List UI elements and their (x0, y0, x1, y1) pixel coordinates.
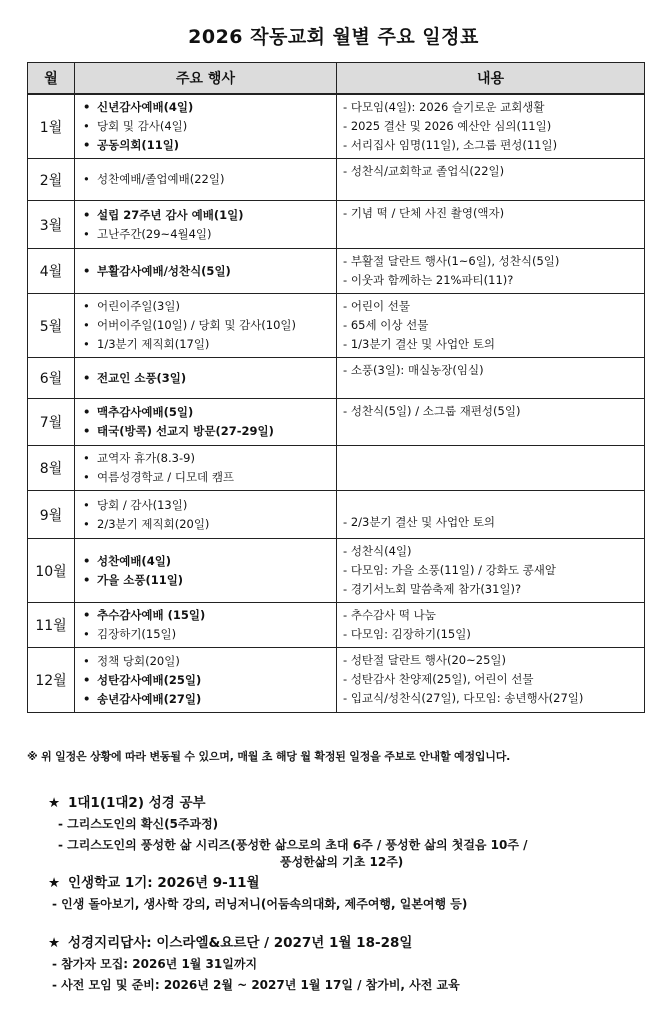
section-life-school-heading (48, 871, 260, 891)
events-cell (75, 249, 337, 294)
table-row (28, 159, 645, 201)
event-item: • 당회 / 감사(13일) (83, 496, 330, 515)
section-item: - 그리스도인의 확신(5주과정) (58, 817, 219, 831)
details-cell (337, 399, 645, 446)
detail-item: - 성탄감사 찬양제(25일), 어린이 선물 (343, 670, 638, 689)
events-list (83, 297, 330, 354)
detail-item: - 추수감사 떡 나눔 (343, 606, 638, 625)
month-cell: 1월 (28, 94, 75, 159)
details-list (343, 361, 638, 380)
event-item: • 태국(방콕) 선교지 방문(27-29일) (83, 422, 330, 441)
event-item: • 당회 및 감사(4일) (83, 117, 330, 136)
details-list (343, 162, 638, 181)
events-cell (75, 603, 337, 648)
section-heading-text: 인생학교 1기: 2026년 9-11월 (68, 875, 260, 891)
event-item: • 송년감사예배(27일) (83, 690, 330, 709)
section-heading-text: 1대1(1대2) 성경 공부 (68, 795, 206, 811)
detail-item: - 성찬식(4일) (343, 542, 638, 561)
event-item: • 성찬예배(4일) (83, 552, 330, 571)
events-list (83, 170, 330, 189)
header-details: 내용 (337, 63, 645, 95)
month-cell: 8월 (28, 446, 75, 491)
month-cell: 4월 (28, 249, 75, 294)
details-cell (337, 446, 645, 491)
month-cell: 3월 (28, 201, 75, 249)
section-item: - 참가자 모집: 2026년 1월 31일까지 (52, 957, 258, 971)
event-item: • 설립 27주년 감사 예배(1일) (83, 206, 330, 225)
table-row (28, 249, 645, 294)
event-item: • 추수감사예배 (15일) (83, 606, 330, 625)
event-item: • 고난주간(29~4월4일) (83, 225, 330, 244)
section-item: - 사전 모임 및 준비: 2026년 2월 ~ 2027년 1월 17일 / 참가비, 사전 교육 (52, 978, 460, 992)
table-row (28, 539, 645, 603)
details-list (343, 494, 638, 532)
page-title: 2026 작동교회 월별 주요 일정표 (188, 26, 479, 48)
header-events: 주요 행사 (75, 63, 337, 95)
detail-item: - 경기서노회 말씀축제 참가(31일)? (343, 580, 638, 599)
events-list (83, 206, 330, 244)
star-icon: ★ (48, 935, 61, 951)
section-item: 풍성한삶의 기초 12주) (280, 855, 404, 869)
detail-item: - 이웃과 함께하는 21%파티(11)? (343, 271, 638, 290)
detail-item: - 부활절 달란트 행사(1~6일), 성찬식(5일) (343, 252, 638, 271)
event-item: • 김장하기(15일) (83, 625, 330, 644)
table-row (28, 648, 645, 713)
detail-item: - 성찬식(5일) / 소그룹 재편성(5일) (343, 402, 638, 421)
details-cell (337, 358, 645, 399)
events-list (83, 652, 330, 709)
events-cell (75, 358, 337, 399)
details-cell (337, 491, 645, 539)
detail-item: - 1/3분기 결산 및 사업안 토의 (343, 335, 638, 354)
schedule-note: ※ 위 일정은 상황에 따라 변동될 수 있으며, 매월 초 해당 월 확정된 일정을 주보로 안내할 예정입니다. (27, 750, 511, 763)
table-row (28, 358, 645, 399)
events-cell (75, 94, 337, 159)
event-item: • 가을 소풍(11일) (83, 571, 330, 590)
table-header-row (28, 63, 645, 95)
table-row (28, 491, 645, 539)
month-cell: 10월 (28, 539, 75, 603)
details-list (343, 542, 638, 599)
event-item: • 1/3분기 제직회(17일) (83, 335, 330, 354)
month-cell: 9월 (28, 491, 75, 539)
section-bible-tour-heading (48, 931, 412, 951)
table-row (28, 399, 645, 446)
detail-item: - 2/3분기 결산 및 사업안 토의 (343, 513, 638, 532)
details-list (343, 651, 638, 708)
detail-item: - 2025 결산 및 2026 예산안 심의(11일) (343, 117, 638, 136)
details-cell (337, 249, 645, 294)
events-list (83, 552, 330, 590)
events-list (83, 403, 330, 441)
detail-item: - 다모임(4일): 2026 슬기로운 교회생활 (343, 98, 638, 117)
events-cell (75, 399, 337, 446)
header-month: 월 (28, 63, 75, 95)
detail-item: - 어린이 선물 (343, 297, 638, 316)
detail-item: - 기념 떡 / 단체 사진 촬영(액자) (343, 204, 638, 223)
events-list (83, 606, 330, 644)
details-cell (337, 201, 645, 249)
details-cell (337, 539, 645, 603)
month-cell: 5월 (28, 294, 75, 358)
event-item: • 공동의회(11일) (83, 136, 330, 155)
details-cell (337, 159, 645, 201)
section-item: - 그리스도인의 풍성한 삶 시리즈(풍성한 삶으로의 초대 6주 / 풍성한 삶의 첫걸음 10주 / (58, 838, 528, 852)
detail-item: - 65세 이상 선물 (343, 316, 638, 335)
events-list (83, 98, 330, 155)
detail-item: - 입교식/성찬식(27일), 다모임: 송년행사(27일) (343, 689, 638, 708)
event-item: • 전교인 소풍(3일) (83, 369, 330, 388)
star-icon: ★ (48, 875, 61, 891)
details-list (343, 606, 638, 644)
event-item: • 2/3분기 제직회(20일) (83, 515, 330, 534)
details-list (343, 402, 638, 421)
events-cell (75, 294, 337, 358)
events-list (83, 449, 330, 487)
details-cell (337, 94, 645, 159)
detail-item: - 소풍(3일): 매실농장(임실) (343, 361, 638, 380)
section-bible-study-heading (48, 791, 206, 811)
table-row (28, 94, 645, 159)
event-item: • 부활감사예배/성찬식(5일) (83, 262, 330, 281)
events-cell (75, 159, 337, 201)
events-cell (75, 539, 337, 603)
events-cell (75, 446, 337, 491)
event-item: • 신년감사예배(4일) (83, 98, 330, 117)
schedule-body (28, 94, 645, 713)
month-cell: 6월 (28, 358, 75, 399)
month-cell: 12월 (28, 648, 75, 713)
details-cell (337, 603, 645, 648)
detail-item: - 성찬식/교회학교 졸업식(22일) (343, 162, 638, 181)
details-list (343, 98, 638, 155)
details-list (343, 204, 638, 223)
detail-item: - 다모임: 김장하기(15일) (343, 625, 638, 644)
table-row (28, 294, 645, 358)
month-cell: 7월 (28, 399, 75, 446)
section-item: - 인생 돌아보기, 생사학 강의, 러닝저니(어둠속의대화, 제주여행, 일본여행 등) (52, 897, 468, 911)
details-cell (337, 294, 645, 358)
table-row (28, 603, 645, 648)
events-list (83, 496, 330, 534)
section-heading-text: 성경지리답사: 이스라엘&요르단 / 2027년 1월 18-28일 (68, 935, 413, 951)
events-cell (75, 491, 337, 539)
event-item: • 맥추감사예배(5일) (83, 403, 330, 422)
events-list (83, 262, 330, 281)
detail-item: - 서리집사 임명(11일), 소그룹 편성(11일) (343, 136, 638, 155)
detail-item: - 성탄절 달란트 행사(20~25일) (343, 651, 638, 670)
event-item: • 어린이주일(3일) (83, 297, 330, 316)
detail-item: - 다모임: 가을 소풍(11일) / 강화도 콩새알 (343, 561, 638, 580)
month-cell: 11월 (28, 603, 75, 648)
details-cell (337, 648, 645, 713)
event-item: • 성찬예배/졸업예배(22일) (83, 170, 330, 189)
details-list (343, 297, 638, 354)
event-item: • 어버이주일(10일) / 당회 및 감사(10일) (83, 316, 330, 335)
events-list (83, 369, 330, 388)
event-item: • 교역자 휴가(8.3-9) (83, 449, 330, 468)
schedule-table (27, 62, 645, 713)
month-cell: 2월 (28, 159, 75, 201)
events-cell (75, 648, 337, 713)
event-item: • 성탄감사예배(25일) (83, 671, 330, 690)
events-cell (75, 201, 337, 249)
event-item: • 정책 당회(20일) (83, 652, 330, 671)
star-icon: ★ (48, 795, 61, 811)
details-list (343, 252, 638, 290)
table-row (28, 446, 645, 491)
event-item: • 여름성경학교 / 디모데 캠프 (83, 468, 330, 487)
table-row (28, 201, 645, 249)
